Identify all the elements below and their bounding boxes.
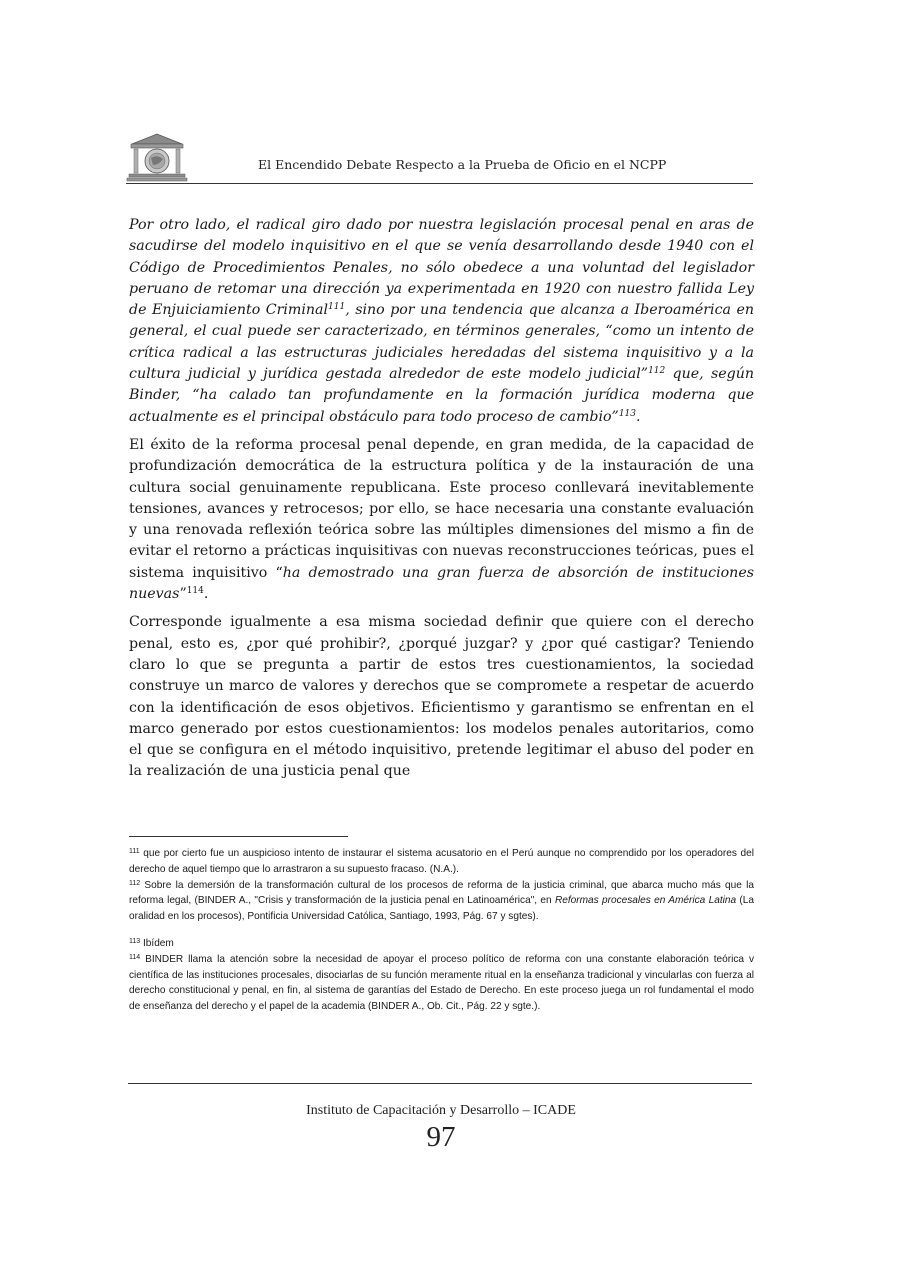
footnote-gap xyxy=(129,925,754,936)
paragraph-1-text-c: que, según Binder, “ha calado tan profundamente en la formación jurídica moderna que actualmente es el principal obstáculo para todo proceso de cambio” xyxy=(129,366,754,425)
footnote-112 xyxy=(129,878,754,925)
paragraph-2 xyxy=(129,435,754,605)
footnote-number: 111 xyxy=(129,848,140,855)
footnote-text: Ibídem xyxy=(140,937,174,949)
paragraph-2-quote: ha demostrado una gran fuerza de absorción de instituciones nuevas xyxy=(129,564,754,603)
footnote-113 xyxy=(129,936,754,952)
paragraph-1-text-d: . xyxy=(636,408,641,425)
footnote-text: BINDER llama la atención sobre la necesidad de apoyar el proceso político de reforma con una constante elaboración teórica v científica de las instituciones procesales, disociarlas de su función meramente ritual en la enseñanza tradicional y vincularlas con fuerza al derecho constitucional y penal, en fin, al sistema de garantías del Estado de Derecho. En este proceso juega un rol fundamental el modo de enseñanza del derecho y el papel de la academia (BINDER A., Ob. Cit., Pág. 22 y sgte.). xyxy=(129,953,754,1013)
footnote-ref-112[interactable]: 112 xyxy=(648,366,666,377)
paragraph-2-text-c: . xyxy=(203,586,209,603)
paragraph-1-text-b: , sino por una tendencia que alcanza a Iberoamérica en general, el cual puede ser caracterizado, en términos generales, “como un intento de crítica radical a las estructuras judiciales heredadas del sistema inquisitivo y a la cultura judicial y jurídica gestada alrededor de este modelo judicial” xyxy=(129,302,755,383)
footer-institution: Instituto de Capacitación y Desarrollo – ICADE xyxy=(306,1103,576,1118)
footer-divider xyxy=(128,1083,752,1084)
footnote-number: 114 xyxy=(129,953,141,961)
footnote-book-title: Reformas procesales en América Latina xyxy=(554,895,737,907)
footnote-text: que por cierto fue un auspicioso intento de instaurar el sistema acusatorio en el Perú aunque no comprendido por los operadores del derecho de aquel tiempo que lo arrastraron a su supuesto fracaso. (N.A.). xyxy=(129,848,754,875)
footnotes xyxy=(129,846,754,1015)
institution-building-logo xyxy=(126,132,188,182)
running-header-title: El Encendido Debate Respecto a la Prueba de Oficio en el NCPP xyxy=(258,157,667,172)
footnote-114 xyxy=(129,952,754,1015)
footnote-ref-114[interactable]: 114 xyxy=(186,586,204,597)
paragraph-2-text-a: El éxito de la reforma procesal penal depende, en gran medida, de la capacidad de profundización democrática de la estructura política y de la instauración de una cultura social genuinamente republicana. Este proceso conllevará inevitablemente tensiones, avances y retrocesos; por ello, se hace necesaria una constante evaluación y una renovada reflexión teórica sobre las múltiples dimensiones del mismo a fin de evitar el retorno a prácticas inquisitivas con nuevas reconstrucciones teóricas, pues el sistema inquisitivo “ xyxy=(129,436,754,581)
footnote-text: (La oralidad en los procesos), Pontificia Universidad Católica, Santiago, 1993, Pág. 67 y sgtes). xyxy=(129,895,754,923)
page-header xyxy=(126,130,753,184)
footnote-ref-111[interactable]: 111 xyxy=(328,302,346,313)
footnote-ref-113[interactable]: 113 xyxy=(618,408,637,419)
main-text xyxy=(129,215,754,790)
paragraph-2-text-b: ” xyxy=(179,586,187,603)
footnote-separator xyxy=(129,836,348,837)
footnote-number: 113 xyxy=(129,937,141,945)
footnote-number: 112 xyxy=(129,879,141,887)
page-number: 97 xyxy=(426,1121,456,1153)
footnote-text: Sobre la demersión de la transformación cultural de los procesos de reforma de la justicia criminal, que abarca mucho más que la reforma legal, (BINDER A., "Crisis y transformación de la justicia penal en Latinoamérica", en xyxy=(129,879,754,907)
footnote-111 xyxy=(129,846,754,878)
paragraph-3: Corresponde igualmente a esa misma sociedad definir que quiere con el derecho penal, esto es, ¿por qué prohibir?, ¿porqué juzgar? y ¿por qué castigar? Teniendo claro lo que se pregunta a partir de estos tres cuestionamientos, la sociedad construye un marco de valores y derechos que se compromete a respetar de acuerdo con la identificación de esos objetivos. Eficientismo y garantismo se enfrentan en el marco generado por estos cuestionamientos: los modelos penales autoritarios, como el que se configura en el método inquisitivo, pretende legitimar el abuso del poder en la realización de una justicia penal que xyxy=(129,614,754,780)
paragraph-1-text-a: Por otro lado, el radical giro dado por nuestra legislación procesal penal en aras de sacudirse del modelo inquisitivo en el que se venía desarrollando desde 1940 con el Código de Procedimientos Penales, no sólo obedece a una voluntad del legislador peruano de retomar una dirección ya experimentada en 1920 con nuestro fallida Ley de Enjuiciamiento Criminal xyxy=(129,217,754,319)
header-divider xyxy=(126,183,753,184)
paragraph-1 xyxy=(129,215,754,428)
